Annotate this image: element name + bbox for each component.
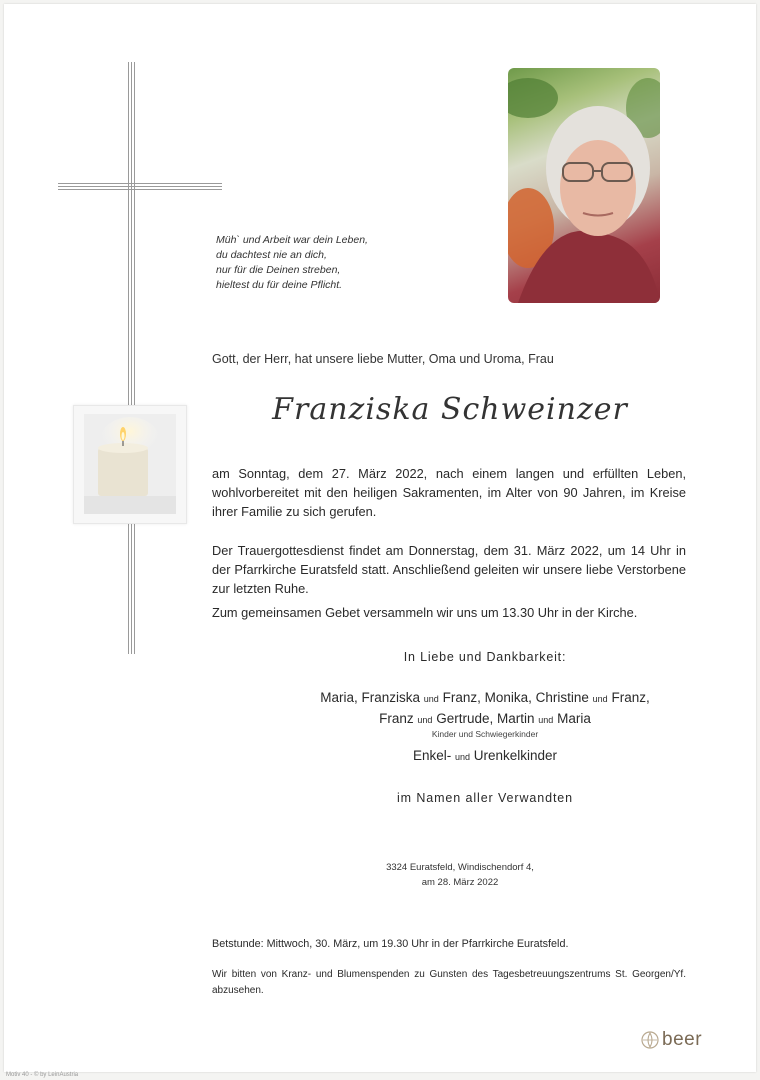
address-block bbox=[360, 860, 560, 890]
poem-line: du dachtest nie an dich, bbox=[216, 249, 327, 261]
beer-logo bbox=[640, 1028, 702, 1052]
relatives-line: im Namen aller Verwandten bbox=[396, 791, 574, 805]
donation-note: Wir bitten von Kranz- und Blumenspenden zu Gunsten des Tagesbetreuungszentrums St. Georgen/Yf. abzusehen. bbox=[212, 969, 686, 996]
prayer-hour: Betstunde: Mittwoch, 30. März, um 19.30 Uhr in der Pfarrkirche Euratsfeld. bbox=[212, 938, 569, 950]
prayer-gathering: Zum gemeinsamen Gebet versammeln wir uns um 13.30 Uhr in der Kirche. bbox=[212, 605, 638, 620]
logo-text: beer bbox=[662, 1029, 703, 1050]
cross-vertical-bar bbox=[128, 62, 136, 654]
poem-line: nur für die Deinen streben, bbox=[216, 264, 341, 276]
candle-image bbox=[73, 405, 187, 524]
family-names bbox=[150, 688, 760, 730]
family-note: Kinder und Schwiegerkinder bbox=[431, 729, 539, 739]
deceased-name: Franziska Schweinzer bbox=[272, 392, 628, 427]
intro-line: Gott, der Herr, hat unsere liebe Mutter, Oma und Uroma, Frau bbox=[212, 352, 554, 366]
love-line: In Liebe und Dankbarkeit: bbox=[403, 650, 567, 664]
family-line-2: Franz und Gertrude, Martin und Maria bbox=[379, 711, 591, 726]
family-line-1: Maria, Franziska und Franz, Monika, Christine und Franz, bbox=[320, 690, 650, 705]
grandchildren-line: Enkel- und Urenkelkinder bbox=[412, 748, 558, 763]
poem-line: Müh` und Arbeit war dein Leben, bbox=[216, 234, 368, 246]
footer-credit: Motiv 40 - © by LeinAustria bbox=[6, 1072, 79, 1078]
date-line: am 28. März 2022 bbox=[421, 877, 499, 888]
leaf-emblem-icon bbox=[640, 1030, 660, 1050]
funeral-service: Der Trauergottesdienst findet am Donnerstag, dem 31. März 2022, um 14 Uhr in der Pfarrkirche Euratsfeld statt. Anschließend geleiten wir unsere liebe Verstorbene zur letzten Ruhe. bbox=[212, 543, 686, 596]
poem bbox=[216, 233, 436, 293]
death-notice: am Sonntag, dem 27. März 2022, nach einem langen und erfüllten Leben, wohlvorbereitet mit den heiligen Sakramenten, im Alter von 90 Jahren, im Kreise ihrer Familie zu sich gerufen. bbox=[212, 466, 686, 519]
poem-line: hieltest du für deine Pflicht. bbox=[216, 279, 343, 291]
portrait-photo bbox=[508, 68, 660, 303]
address-line: 3324 Euratsfeld, Windischendorf 4, bbox=[386, 862, 534, 873]
cross-horizontal-bar bbox=[58, 183, 222, 191]
